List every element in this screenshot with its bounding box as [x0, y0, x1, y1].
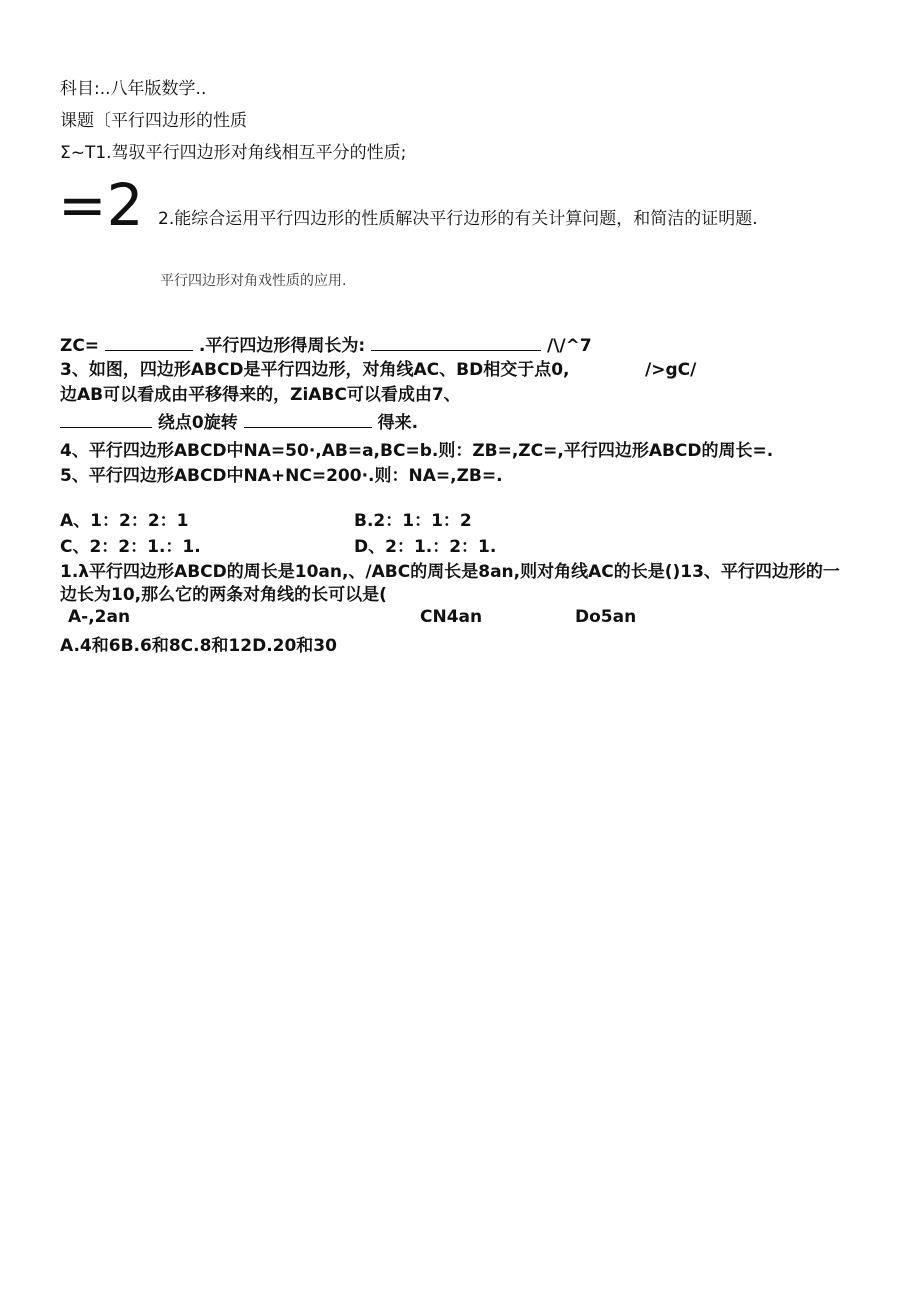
question-3-line-1: 3、如图，四边形ABCD是平行四边形，对角线AC、BD相交于点0, [60, 360, 570, 380]
question-last-line-2: 边长为10,那么它的两条对角线的长可以是( [60, 585, 387, 605]
question-last-line-1: 1.λ平行四边形ABCD的周长是10an,、/ABC的周长是8an,则对角线AC的长是()13、平行四边形的一 [60, 562, 840, 582]
choice-d: Do5an [575, 607, 637, 627]
question-3-line-2: 边AB可以看成由平移得来的，ZiABC可以看成由7、 [60, 385, 461, 405]
zc-mid: .平行四边形得周长为: [198, 336, 366, 356]
question-5: 5、平行四边形ABCD中NA+NC=200·.则：NA=,ZB=. [60, 466, 503, 486]
choice-d: D、2：1.：2：1. [354, 537, 497, 557]
focus-line: 平行四边形对角戏性质的应用. [160, 273, 347, 289]
goal-2: 2.能综合运用平行四边形的性质解决平行边形的有关计算问题，和简洁的证明题. [158, 209, 758, 229]
choice-a: A-,2an [68, 607, 131, 627]
choice-a: A、1：2：2：1 [60, 511, 189, 531]
question-3-line-3 [60, 411, 418, 434]
choice-b: B.2：1：1：2 [354, 511, 472, 531]
topic-line: 课题〔平行四边形的性质 [60, 111, 247, 131]
question-4: 4、平行四边形ABCD中NA=50·,AB=a,BC=b.则：ZB=,ZC=,平行四边形ABCD的周长=. [60, 441, 774, 461]
choice-c: C、2：2：1.：1. [60, 537, 201, 557]
subject-line: 科目:..八年版数学.. [60, 79, 207, 99]
answer-blank[interactable] [371, 334, 541, 351]
zc-tail: /\/^7 [547, 336, 592, 356]
zc-label: ZC= [60, 336, 100, 356]
answer-blank[interactable] [105, 334, 193, 351]
question-3-figure-label: />gC/ [645, 360, 697, 380]
answer-blank[interactable] [60, 411, 152, 428]
choices-row: A.4和6B.6和8C.8和12D.20和30 [60, 636, 337, 656]
q3-mid: 绕点0旋转 [157, 413, 238, 433]
choice-c: CN4an [420, 607, 483, 627]
goal-1: Σ~T1.驾驭平行四边形对角线相互平分的性质; [60, 143, 407, 163]
answer-blank[interactable] [244, 411, 372, 428]
big-mark: =2 [58, 171, 144, 239]
question-zc [60, 334, 592, 357]
q3-end: 得来. [377, 413, 419, 433]
